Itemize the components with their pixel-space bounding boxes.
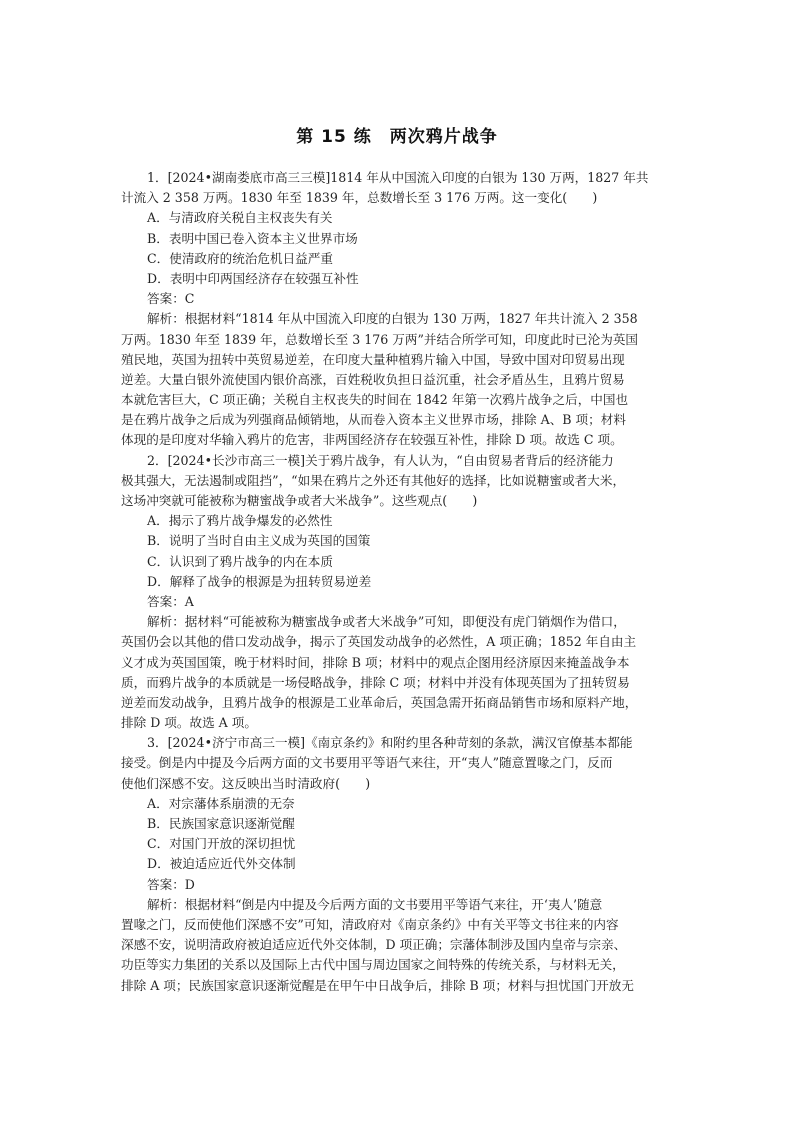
question-stem-line: 2．[2024•长沙市高三一模]关于鸦片战争，有人认为，“自由贸易者背后的经济能力 — [147, 452, 614, 468]
question-stem-line: 接受。倒是内中提及今后两方面的文书要用平等语气来往，开“夷人”随意置喙之门，反而 — [121, 755, 613, 771]
page-title: 第 15 练 两次鸦片战争 — [296, 127, 498, 147]
option-a: A．对宗藩体系崩溃的无奈 — [147, 795, 295, 811]
option-c: C．认识到了鸦片战争的内在本质 — [147, 553, 333, 569]
analysis-line: 排除 D 项。故选 A 项。 — [121, 715, 257, 731]
answer-line: 答案：D — [147, 876, 195, 892]
option-c: C．使清政府的统治危机日益严重 — [147, 250, 333, 266]
analysis-line: 逆差。大量白银外流使国内银价高涨，百姓税收负担日益沉重，社会矛盾丛生，且鸦片贸易 — [121, 371, 625, 387]
analysis-line: 置喙之门，反而使他们深感不安”可知，清政府对《南京条约》中有关平等文书往来的内容 — [121, 916, 619, 932]
analysis-line: 殖民地，英国为扭转中英贸易逆差，在印度大量种植鸦片输入中国，导致中国对印贸易出现 — [121, 351, 625, 367]
document-body — [121, 168, 681, 996]
option-b: B．民族国家意识逐渐觉醒 — [147, 816, 295, 831]
analysis-line: 万两。1830 年至 1839 年，总数增长至 3 176 万两”并结合所学可知，印度此时已沦为英国 — [121, 331, 639, 347]
option-a: A．揭示了鸦片战争爆发的必然性 — [147, 513, 333, 529]
analysis-line: 逆差而发动战争，且鸦片战争的根源是工业革命后，英国急需开拓商品销售市场和原料产地， — [121, 694, 638, 710]
analysis-line: 深感不安，说明清政府被迫适应近代外交体制，D 项正确；宗藩体制涉及国内皇帝与宗亲、 — [121, 937, 627, 953]
analysis-line: 本就危害巨大，C 项正确；关税自主权丧失的时间在 1842 年第一次鸦片战争之后，中国也 — [121, 392, 629, 408]
question-stem-line: 1．[2024•湖南娄底市高三三模]1814 年从中国流入印度的白银为 130 万两，1827 年共 — [147, 170, 649, 185]
question-stem-line: 3．[2024•济宁市高三一模]《南京条约》和附约里各种苛刻的条款，满汉官僚基本都能 — [147, 735, 633, 751]
answer-line: 答案：A — [147, 593, 194, 609]
analysis-line: 义才成为英国国策，晚于材料时间，排除 B 项；材料中的观点企图用经济原因来掩盖战争本 — [121, 654, 630, 670]
analysis-line: 功臣等实力集团的关系以及国际上古代中国与周边国家之间特殊的传统关系，与材料无关， — [121, 957, 625, 973]
question-2 — [121, 451, 681, 734]
question-stem-line: 计流入 2 358 万两。1830 年至 1839 年，总数增长至 3 176 万两。这一变化( ) — [121, 190, 598, 206]
option-d: D．解释了战争的根源是为扭转贸易逆差 — [147, 573, 372, 589]
option-d: D．表明中印两国经济存在较强互补性 — [147, 270, 359, 286]
option-c: C．对国门开放的深切担忧 — [147, 836, 296, 852]
analysis-line: 质，而鸦片战争的本质就是一场侵略战争，排除 C 项；材料中并没有体现英国为了扭转贸易 — [121, 674, 630, 690]
option-b: B．表明中国已卷入资本主义世界市场 — [147, 230, 358, 246]
question-stem-line: 这场冲突就可能被称为糖蜜战争或者大米战争”。这些观点( ) — [121, 493, 478, 508]
analysis-line: 解析：据材料“可能被称为糖蜜战争或者大米战争”可知，即便没有虎门销烟作为借口， — [147, 614, 626, 630]
analysis-line: 解析：根据材料“倒是内中提及今后两方面的文书要用平等语气来往，开‘夷人’随意 — [147, 896, 603, 912]
answer-line: 答案：C — [147, 291, 195, 307]
analysis-line: 排除 A 项；民族国家意识逐渐觉醒是在甲午中日战争后，排除 B 项；材料与担忧国门开放无 — [121, 977, 634, 993]
analysis-line: 英国仍会以其他的借口发动战争，揭示了英国发动战争的必然性，A 项正确；1852 年自由主 — [121, 634, 637, 650]
analysis-line: 体现的是印度对华输入鸦片的危害，非两国经济存在较强互补性，排除 D 项。故选 C 项。 — [121, 432, 623, 448]
analysis-line: 解析：根据材料“1814 年从中国流入印度的白银为 130 万两，1827 年共计流入 2 358 — [147, 311, 638, 327]
question-3 — [121, 733, 681, 995]
question-stem-line: 极其强大，无法遏制或阻挡”，“如果在鸦片之外还有其他好的选择，比如说糖蜜或者大米， — [121, 472, 626, 488]
question-stem-line: 使他们深感不安。这反映出当时清政府( ) — [121, 775, 371, 791]
analysis-line: 是在鸦片战争之后成为列强商品倾销地，从而卷入资本主义世界市场，排除 A、B 项；材料 — [121, 412, 626, 428]
option-b: B．说明了当时自由主义成为英国的国策 — [147, 533, 371, 549]
question-1 — [121, 168, 681, 451]
option-d: D．被迫适应近代外交体制 — [147, 856, 296, 872]
option-a: A．与清政府关税自主权丧失有关 — [147, 210, 333, 226]
